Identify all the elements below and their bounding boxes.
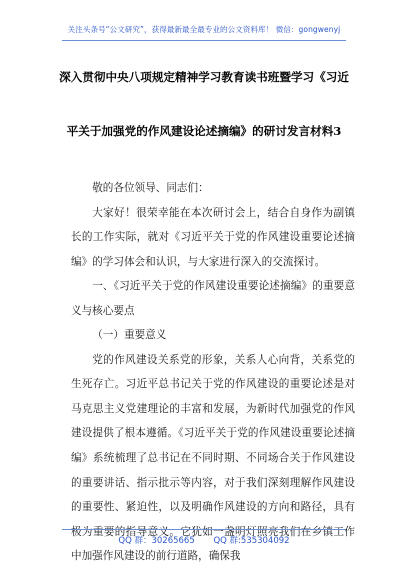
subsection-heading: （一）重要意义: [92, 329, 167, 342]
document-title-line-1: 深入贯彻中央八项规定精神学习教育读书班暨学习《习近: [59, 70, 349, 84]
intro-paragraph: 大家好！很荣幸能在本次研讨会上，结合自身作为副镇长的工作实际，就对《习近平关于党的作风建设重要论述摘编》的学习体会和认识，与大家进行深入的交流探讨。: [71, 206, 355, 268]
footer-qq-group-1: QQ 群：30265665: [118, 536, 195, 546]
footer-qq-group-2: QQ 群:535304092: [213, 536, 290, 546]
body-paragraph: 党的作风建设关系党的形象，关系人心向背，关系党的生死存亡。习近平总书记关于党的作风建设的重要论述是对马克思主义党建理论的丰富和发展，为新时代加强党的作风建设提供了根本遵循。《习近平关于党的作风建设重要论述摘编》系统梳理了总书记在不同时期、不同场合关于作风建设的重要讲话、指示批示等内容，对于我们深刻理解作风建设的重要性、紧迫性，以及明确作风建设的方向和路径，具有极为重要的指导意义。它犹如一盏明灯照亮我们在乡镇工作中加强作风建设的前行道路，确保我: [71, 353, 355, 563]
header-divider: [62, 40, 346, 41]
footer-divider: [62, 529, 346, 530]
salutation-paragraph: 敬的各位领导、同志们：: [92, 182, 209, 194]
document-body: [71, 176, 355, 569]
section-heading: 一、《习近平关于党的作风建设重要论述摘编》的重要意义与核心要点: [71, 280, 355, 317]
document-title-line-2: 平关于加强党的作风建设论述摘编》的研讨发言材料3: [66, 124, 342, 138]
header-banner: 关注头条号“公文研究”，获得最新最全最专业的公文资料库！ 微信：gongwenyj: [67, 25, 341, 34]
footer: [0, 534, 408, 546]
